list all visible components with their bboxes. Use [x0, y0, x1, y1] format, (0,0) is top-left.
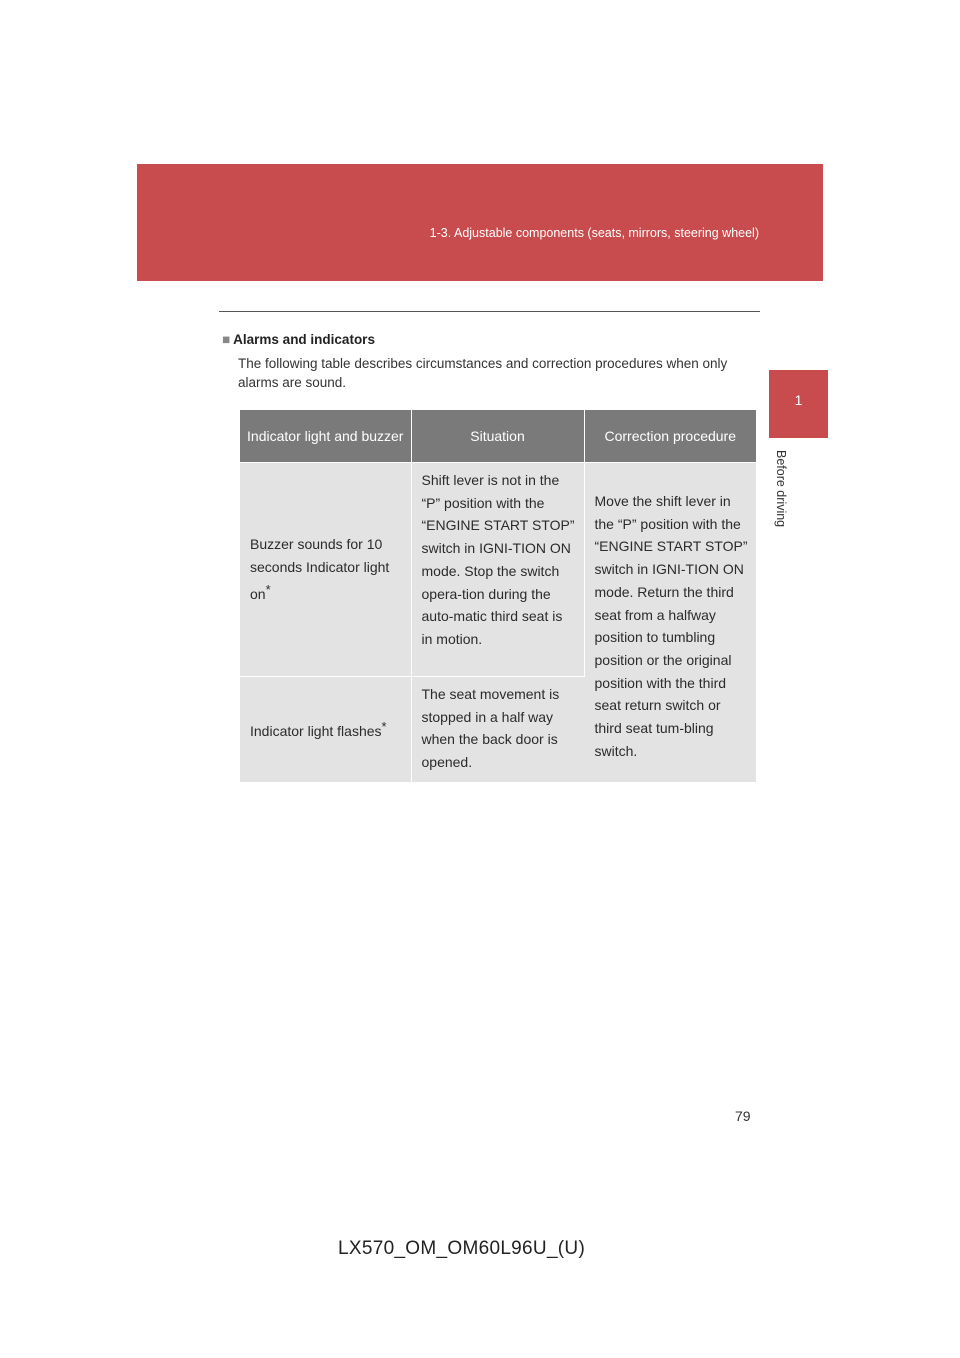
indicator-cell	[240, 463, 411, 677]
alarm-table	[240, 410, 756, 782]
chapter-section-title: 1-3. Adjustable components (seats, mirrors, steering wheel)	[429, 226, 759, 240]
indicator-text: Buzzer sounds for 10 seconds Indicator light on	[250, 536, 390, 602]
section-intro: The following table describes circumstances and correction procedures when only alarms are sound.	[238, 356, 728, 390]
indicator-cell	[240, 677, 411, 782]
table-header-row	[240, 410, 756, 463]
situation-cell: The seat movement is stopped in a half way when the back door is opened.	[411, 677, 584, 782]
document-code: LX570_OM_OM60L96U_(U)	[338, 1238, 586, 1259]
footnote-asterisk: *	[381, 718, 387, 734]
table-row	[240, 463, 756, 677]
column-header-situation: Situation	[411, 410, 584, 463]
chapter-tab-label: Before driving	[774, 450, 788, 528]
section-heading-text: Alarms and indicators	[233, 332, 375, 347]
square-bullet-icon: ■	[222, 332, 231, 347]
situation-cell: Shift lever is not in the “P” position with the “ENGINE START STOP” switch in IGNI-TION ON mode. Stop the switch opera-tion during the auto-matic third seat is in motion.	[411, 463, 584, 677]
section-divider	[219, 311, 760, 312]
page-number: 79	[735, 1108, 751, 1124]
footnote-asterisk: *	[265, 581, 271, 597]
correction-cell: Move the shift lever in the “P” position with the “ENGINE START STOP” switch in IGNI-TION ON mode. Return the third seat from a halfway position to tumbling position or the original position with the third seat return switch or third seat tum-bling switch.	[584, 463, 756, 782]
column-header-indicator: Indicator light and buzzer	[240, 410, 411, 463]
alarms-section	[222, 330, 762, 392]
chapter-tab-number: 1	[794, 392, 803, 408]
indicator-text: Indicator light flashes	[250, 722, 382, 739]
chapter-header-band	[137, 164, 823, 281]
column-header-correction: Correction procedure	[584, 410, 756, 463]
section-heading	[222, 330, 762, 350]
chapter-tab	[769, 370, 828, 438]
